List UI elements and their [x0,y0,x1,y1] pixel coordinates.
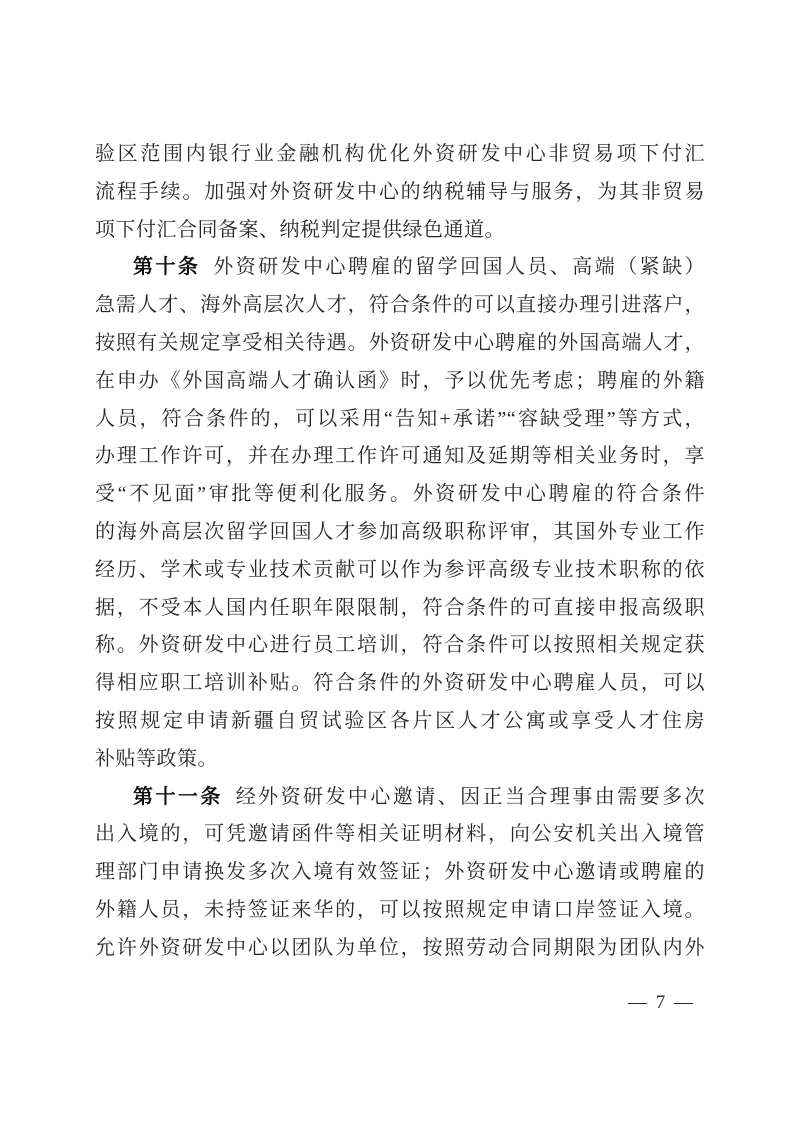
document-body [95,136,705,968]
article-heading: 第十一条 [133,785,223,808]
page-number: — 7 — [628,992,695,1013]
text-line: 急需人才、海外高层次人才，符合条件的可以直接办理引进落户， [95,294,705,317]
text-line: 据，不受本人国内任职年限限制，符合条件的可直接申报高级职 [95,596,705,619]
text-line: 按照规定申请新疆自贸试验区各片区人才公寓或享受人才住房 [95,709,705,732]
text-line: 外籍人员，未持签证来华的，可以按照规定申请口岸签证入境。 [95,898,705,921]
text-line: 允许外资研发中心以团队为单位，按照劳动合同期限为团队内外 [95,936,705,959]
text-line: 在申办《外国高端人才确认函》时，予以优先考虑；聘雇的外籍 [95,369,705,392]
text-line: 验区范围内银行业金融机构优化外资研发中心非贸易项下付汇 [95,143,705,165]
text-line: 受“不见面”审批等便利化服务。外资研发中心聘雇的符合条件 [95,483,705,506]
text-line: 流程手续。加强对外资研发中心的纳税辅导与服务，为其非贸易 [95,180,705,203]
text-line: 第十一条 经外资研发中心邀请、因正当合理事由需要多次 [133,785,706,808]
text-line: 的海外高层次留学回国人才参加高级职称评审，其国外专业工作 [95,520,705,543]
text-line: 经历、学术或专业技术贡献可以作为参评高级专业技术职称的依 [95,558,705,581]
article-heading: 第十条 [133,256,201,279]
text-line: 称。外资研发中心进行员工培训，符合条件可以按照相关规定获 [95,634,705,657]
text-line: 补贴等政策。 [95,747,218,770]
text-line: 项下付汇合同备案、纳税判定提供绿色通道。 [95,218,505,241]
text-line: 出入境的，可凭邀请函件等相关证明材料，向公安机关出入境管 [95,823,705,846]
text-line: 按照有关规定享受相关待遇。外资研发中心聘雇的外国高端人才， [95,331,705,354]
text-line: 办理工作许可，并在办理工作许可通知及延期等相关业务时，享 [95,445,705,468]
text-line: 得相应职工培训补贴。符合条件的外资研发中心聘雇人员，可以 [95,672,705,695]
text-line: 人员，符合条件的，可以采用“告知+承诺”“容缺受理”等方式， [95,407,705,430]
text-line: 第十条 外资研发中心聘雇的留学回国人员、高端（紧缺） [133,256,706,279]
text-line: 理部门申请换发多次入境有效签证；外资研发中心邀请或聘雇的 [95,861,705,884]
